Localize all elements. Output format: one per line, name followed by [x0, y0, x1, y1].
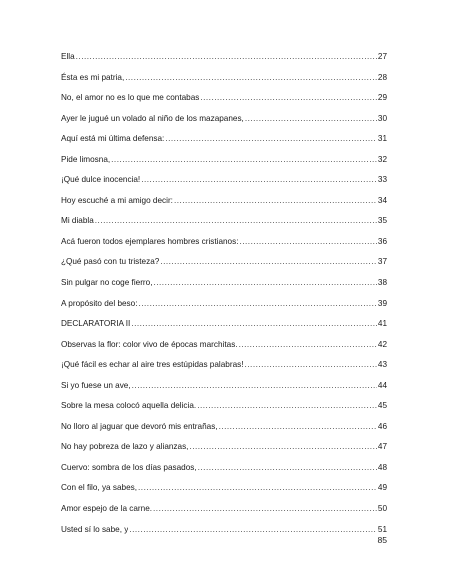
toc-entry-title: Ayer le jugué un volado al niño de los mazapanes, — [61, 113, 244, 123]
toc-entry-page: 32 — [377, 154, 387, 164]
dot-leader — [141, 174, 377, 186]
toc-entry-title: Sobre la mesa colocó aquella delicia. — [61, 401, 197, 411]
toc-entry[interactable] — [61, 339, 387, 360]
dot-leader — [153, 503, 377, 515]
dot-leader — [153, 277, 376, 289]
toc-entry-title: Amor espejo de la carne. — [61, 504, 153, 514]
dot-leader — [125, 72, 377, 84]
toc-entry[interactable] — [61, 92, 387, 113]
toc-entry[interactable] — [61, 298, 387, 319]
toc-entry-title: ¿Qué pasó con tu tristeza? — [61, 257, 160, 267]
toc-entry[interactable] — [61, 482, 387, 503]
toc-entry-page: 37 — [377, 257, 387, 267]
toc-entry-title: Si yo fuese un ave, — [61, 380, 131, 390]
toc-entry-title: Hoy escuché a mi amigo decir: — [61, 195, 173, 205]
toc-entry[interactable] — [61, 359, 387, 380]
toc-entry-page: 34 — [377, 195, 387, 205]
toc-entry-title: Sin pulgar no coge fierro, — [61, 278, 153, 288]
toc-entry[interactable] — [61, 524, 387, 545]
toc-entry-title: Acá fueron todos ejemplares hombres cristianos: — [61, 236, 239, 246]
toc-entry-title: Mi diabla — [61, 216, 94, 226]
toc-entry-page: 42 — [377, 339, 387, 349]
toc-entry[interactable] — [61, 256, 387, 277]
toc-entry[interactable] — [61, 195, 387, 216]
toc-entry-page: 51 — [377, 524, 387, 534]
toc-entry-title: Ésta es mi patria, — [61, 72, 125, 82]
toc-entry-page: 45 — [377, 401, 387, 411]
dot-leader — [245, 359, 377, 371]
dot-leader — [239, 236, 376, 248]
page-number: 85 — [377, 535, 387, 545]
toc-entry[interactable] — [61, 318, 387, 339]
toc-entry[interactable] — [61, 174, 387, 195]
toc-entry[interactable] — [61, 154, 387, 175]
toc-entry-page: 39 — [377, 298, 387, 308]
toc-entry[interactable] — [61, 441, 387, 462]
dot-leader — [198, 462, 377, 474]
toc-entry-page: 44 — [377, 380, 387, 390]
toc-entry-title: Observas la flor: color vivo de épocas marchitas. — [61, 339, 238, 349]
table-of-contents — [61, 51, 387, 544]
dot-leader — [138, 482, 377, 494]
toc-entry-page: 33 — [377, 175, 387, 185]
toc-entry-title: DECLARATORIA II — [61, 319, 131, 329]
toc-entry[interactable] — [61, 133, 387, 154]
toc-entry-page: 48 — [377, 462, 387, 472]
dot-leader — [132, 380, 377, 392]
toc-entry[interactable] — [61, 277, 387, 298]
toc-entry-title: Usted sí lo sabe, y — [61, 524, 129, 534]
toc-entry-page: 50 — [377, 504, 387, 514]
toc-entry-page: 47 — [377, 442, 387, 452]
toc-entry-title: Con el filo, ya sabes, — [61, 483, 138, 493]
toc-entry-title: Ella — [61, 52, 75, 61]
dot-leader — [219, 421, 377, 433]
toc-entry-page: 36 — [377, 236, 387, 246]
toc-entry-title: ¡Qué fácil es echar al aire tres estúpidas palabras! — [61, 360, 244, 370]
toc-entry[interactable] — [61, 236, 387, 257]
toc-entry-title: A propósito del beso: — [61, 298, 138, 308]
toc-entry-title: Aquí está mi última defensa: — [61, 134, 165, 144]
toc-entry-title: No, el amor no es lo que me contabas — [61, 93, 200, 103]
toc-entry-page: 38 — [377, 278, 387, 288]
toc-entry[interactable] — [61, 462, 387, 483]
toc-entry[interactable] — [61, 421, 387, 442]
toc-entry-title: No hay pobreza de lazo y alianzas, — [61, 442, 189, 452]
toc-entry[interactable] — [61, 51, 387, 72]
toc-entry-page: 49 — [377, 483, 387, 493]
toc-entry-title: Pide limosna, — [61, 154, 111, 164]
toc-entry-page: 27 — [377, 52, 387, 61]
toc-entry-page: 35 — [377, 216, 387, 226]
dot-leader — [160, 256, 377, 268]
dot-leader — [245, 113, 377, 125]
toc-entry-page: 46 — [377, 421, 387, 431]
toc-entry[interactable] — [61, 380, 387, 401]
dot-leader — [165, 133, 377, 145]
toc-entry-page: 28 — [377, 72, 387, 82]
toc-entry[interactable] — [61, 215, 387, 236]
toc-entry[interactable] — [61, 113, 387, 134]
dot-leader — [131, 318, 377, 330]
dot-leader — [95, 215, 377, 227]
toc-entry-title: Cuervo: sombra de los días pasados, — [61, 462, 197, 472]
toc-entry[interactable] — [61, 400, 387, 421]
toc-entry-page: 30 — [377, 113, 387, 123]
dot-leader — [129, 524, 377, 536]
toc-entry-page: 29 — [377, 93, 387, 103]
dot-leader — [76, 51, 377, 63]
toc-entry-page: 43 — [377, 360, 387, 370]
dot-leader — [138, 298, 376, 310]
toc-entry[interactable] — [61, 72, 387, 93]
dot-leader — [200, 92, 377, 104]
toc-entry[interactable] — [61, 503, 387, 524]
toc-entry-page: 41 — [377, 319, 387, 329]
dot-leader — [189, 441, 376, 453]
toc-entry-title: No lloro al jaguar que devoró mis entrañas, — [61, 421, 218, 431]
dot-leader — [174, 195, 377, 207]
dot-leader — [197, 400, 377, 412]
toc-entry-page: 31 — [377, 134, 387, 144]
dot-leader — [239, 339, 377, 351]
dot-leader — [111, 154, 377, 166]
toc-entry-title: ¡Qué dulce inocencia! — [61, 175, 141, 185]
